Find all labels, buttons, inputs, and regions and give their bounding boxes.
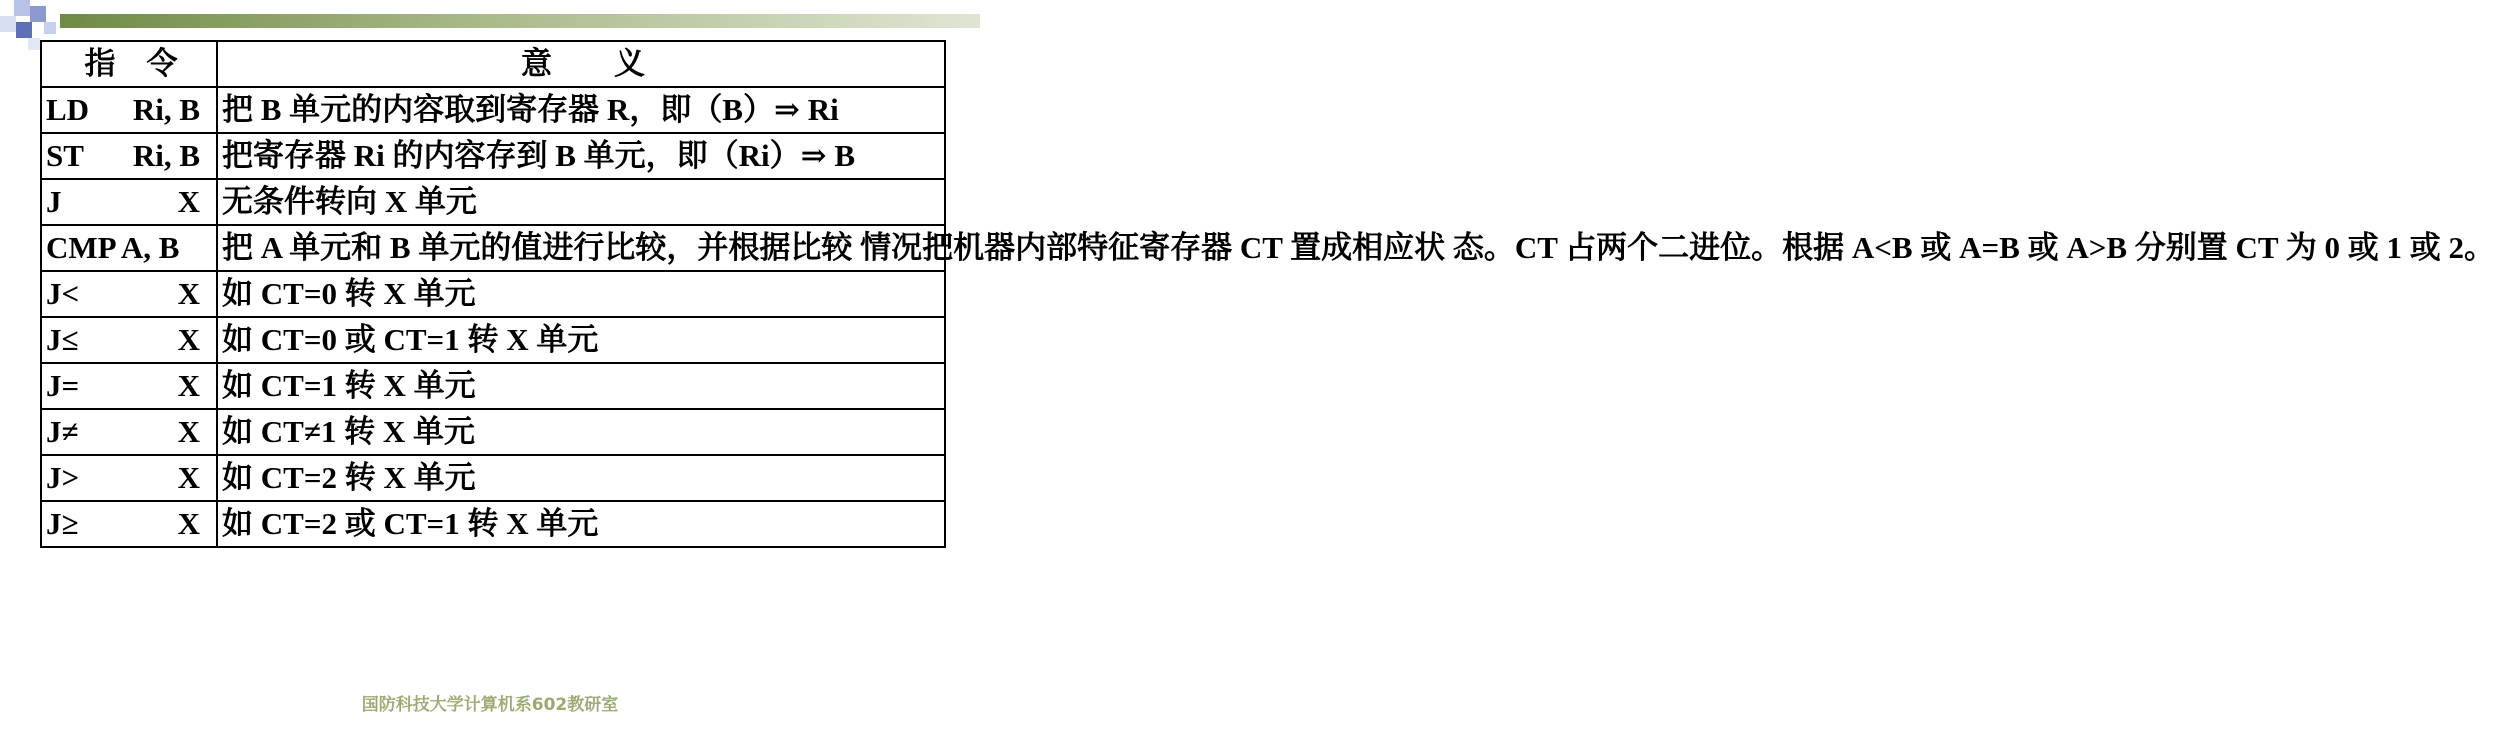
operand: X [177,184,200,219]
opcode: CMP A, B [46,230,180,265]
table-row [41,409,945,455]
header-meaning: 意 义 [217,41,945,87]
instruction-cell [41,133,217,179]
table-row [41,363,945,409]
instruction-cell [41,409,217,455]
footer-caption: 国防科技大学计算机系602教研室 [361,695,619,715]
table-row [41,455,945,501]
meaning-cell: 如 CT=0 转 X 单元 [217,271,945,317]
operand: X [177,322,200,357]
opcode: ST [46,138,84,173]
opcode: J< [46,276,80,311]
opcode: J≤ [46,322,79,357]
meaning-cell: 如 CT=2 转 X 单元 [217,455,945,501]
meaning-cell: 把 B 单元的内容取到寄存器 R，即（B）⇒ Ri [217,87,945,133]
instruction-cell [41,271,217,317]
table-row [41,179,945,225]
meaning-cell: 把寄存器 Ri 的内容存到 B 单元，即（Ri）⇒ B [217,133,945,179]
header-instruction: 指 令 [41,41,217,87]
operand: X [177,414,200,449]
meaning-cell: 如 CT=2 或 CT=1 转 X 单元 [217,501,945,547]
meaning-cell: 把 A 单元和 B 单元的值进行比较，并根据比较 情况把机器内部特征寄存器 CT 置成相应状 态。CT 占两个二进位。根据 A<B 或 A=B 或 A>B 分别置 CT 为 0 或 1 或 2。 [217,225,945,271]
meaning-cell: 如 CT≠1 转 X 单元 [217,409,945,455]
table-row [41,87,945,133]
table-header-row [41,41,945,87]
instruction-cell [41,363,217,409]
instruction-table [40,40,2495,548]
opcode: LD [46,92,90,127]
operand: X [177,460,200,495]
instruction-cell [41,87,217,133]
operand: X [177,506,200,541]
table-row [41,317,945,363]
operand: X [177,276,200,311]
table-row [41,501,945,547]
header-decoration-bar [60,14,980,28]
table-row [41,271,945,317]
opcode: J [46,184,62,219]
meaning-cell: 如 CT=1 转 X 单元 [217,363,945,409]
operand: X [177,368,200,403]
table-row [41,225,945,271]
opcode: J> [46,460,80,495]
instruction-cell [41,455,217,501]
opcode: J= [46,368,80,403]
instruction-cell [41,317,217,363]
instruction-cell [41,501,217,547]
meaning-cell: 无条件转向 X 单元 [217,179,945,225]
opcode: J≠ [46,414,79,449]
opcode: J≥ [46,506,79,541]
operand: Ri, B [132,138,200,173]
operand: Ri, B [132,92,200,127]
table-row [41,133,945,179]
instruction-cell [41,225,217,271]
meaning-cell: 如 CT=0 或 CT=1 转 X 单元 [217,317,945,363]
instruction-cell [41,179,217,225]
